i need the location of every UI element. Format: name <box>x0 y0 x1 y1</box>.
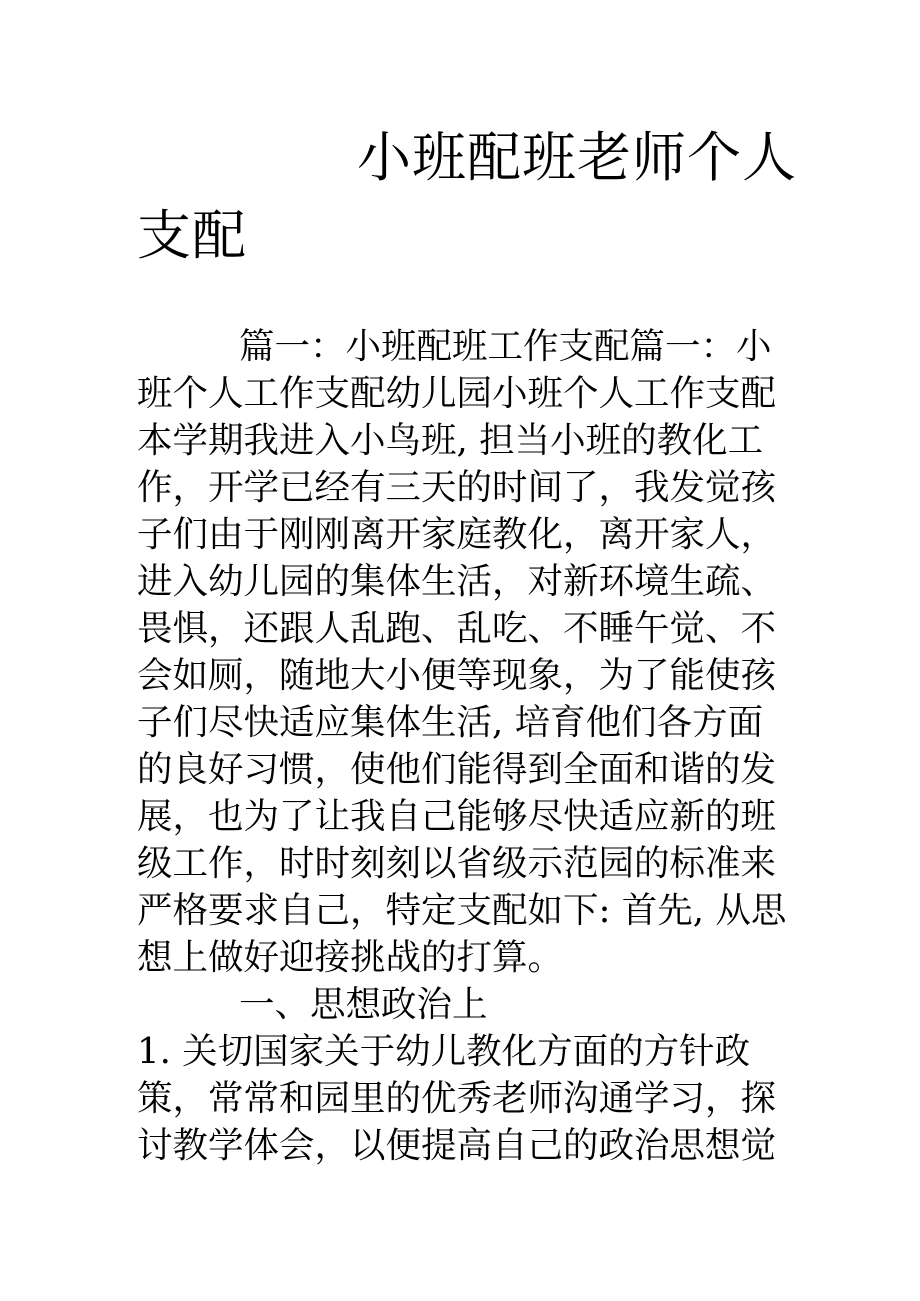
document-title-line-2: 支配 <box>137 204 247 267</box>
paragraph-line: 会如厕，随地大小便等现象，为了能使孩 <box>137 655 777 696</box>
item-line: 策，常常和园里的优秀老师沟通学习，探 <box>137 1078 777 1119</box>
paragraph-line: 的良好习惯，使他们能得到全面和谐的发 <box>137 749 777 790</box>
paragraph-line: 进入幼儿园的集体生活，对新环境生疏、 <box>137 561 777 602</box>
paragraph-line: 畏惧，还跟人乱跑、乱吃、不睡午觉、不 <box>137 608 777 649</box>
paragraph-line: 想上做好迎接挑战的打算。 <box>137 937 564 978</box>
paragraph-line: 子们由于刚刚离开家庭教化，离开家人， <box>137 514 777 555</box>
intro-paragraph <box>137 323 797 1169</box>
paragraph-line: 班个人工作支配幼儿园小班个人工作支配 <box>137 373 777 414</box>
paragraph-line: 展，也为了让我自己能够尽快适应新的班 <box>137 796 777 837</box>
paragraph-line: 级工作，时时刻刻以省级示范园的标准来 <box>137 843 777 884</box>
paragraph-line: 作，开学已经有三天的时间了，我发觉孩 <box>137 467 777 508</box>
paragraph-line: 子们尽快适应集体生活, 培育他们各方面 <box>137 702 764 743</box>
document-title-line-1: 小班配班老师个人 <box>357 126 797 189</box>
item-line: 1. 关切国家关于幼儿教化方面的方针政 <box>137 1031 751 1072</box>
paragraph-line: 本学期我进入小鸟班, 担当小班的教化工 <box>137 420 764 461</box>
paragraph-line: 严格要求自己，特定支配如下: 首先, 从思 <box>137 890 787 931</box>
item-line: 讨教学体会，以便提高自己的政治思想觉 <box>137 1125 777 1166</box>
section-heading: 一、思想政治上 <box>239 984 488 1025</box>
paragraph-line: 篇一：小班配班工作支配篇一：小 <box>239 326 772 367</box>
